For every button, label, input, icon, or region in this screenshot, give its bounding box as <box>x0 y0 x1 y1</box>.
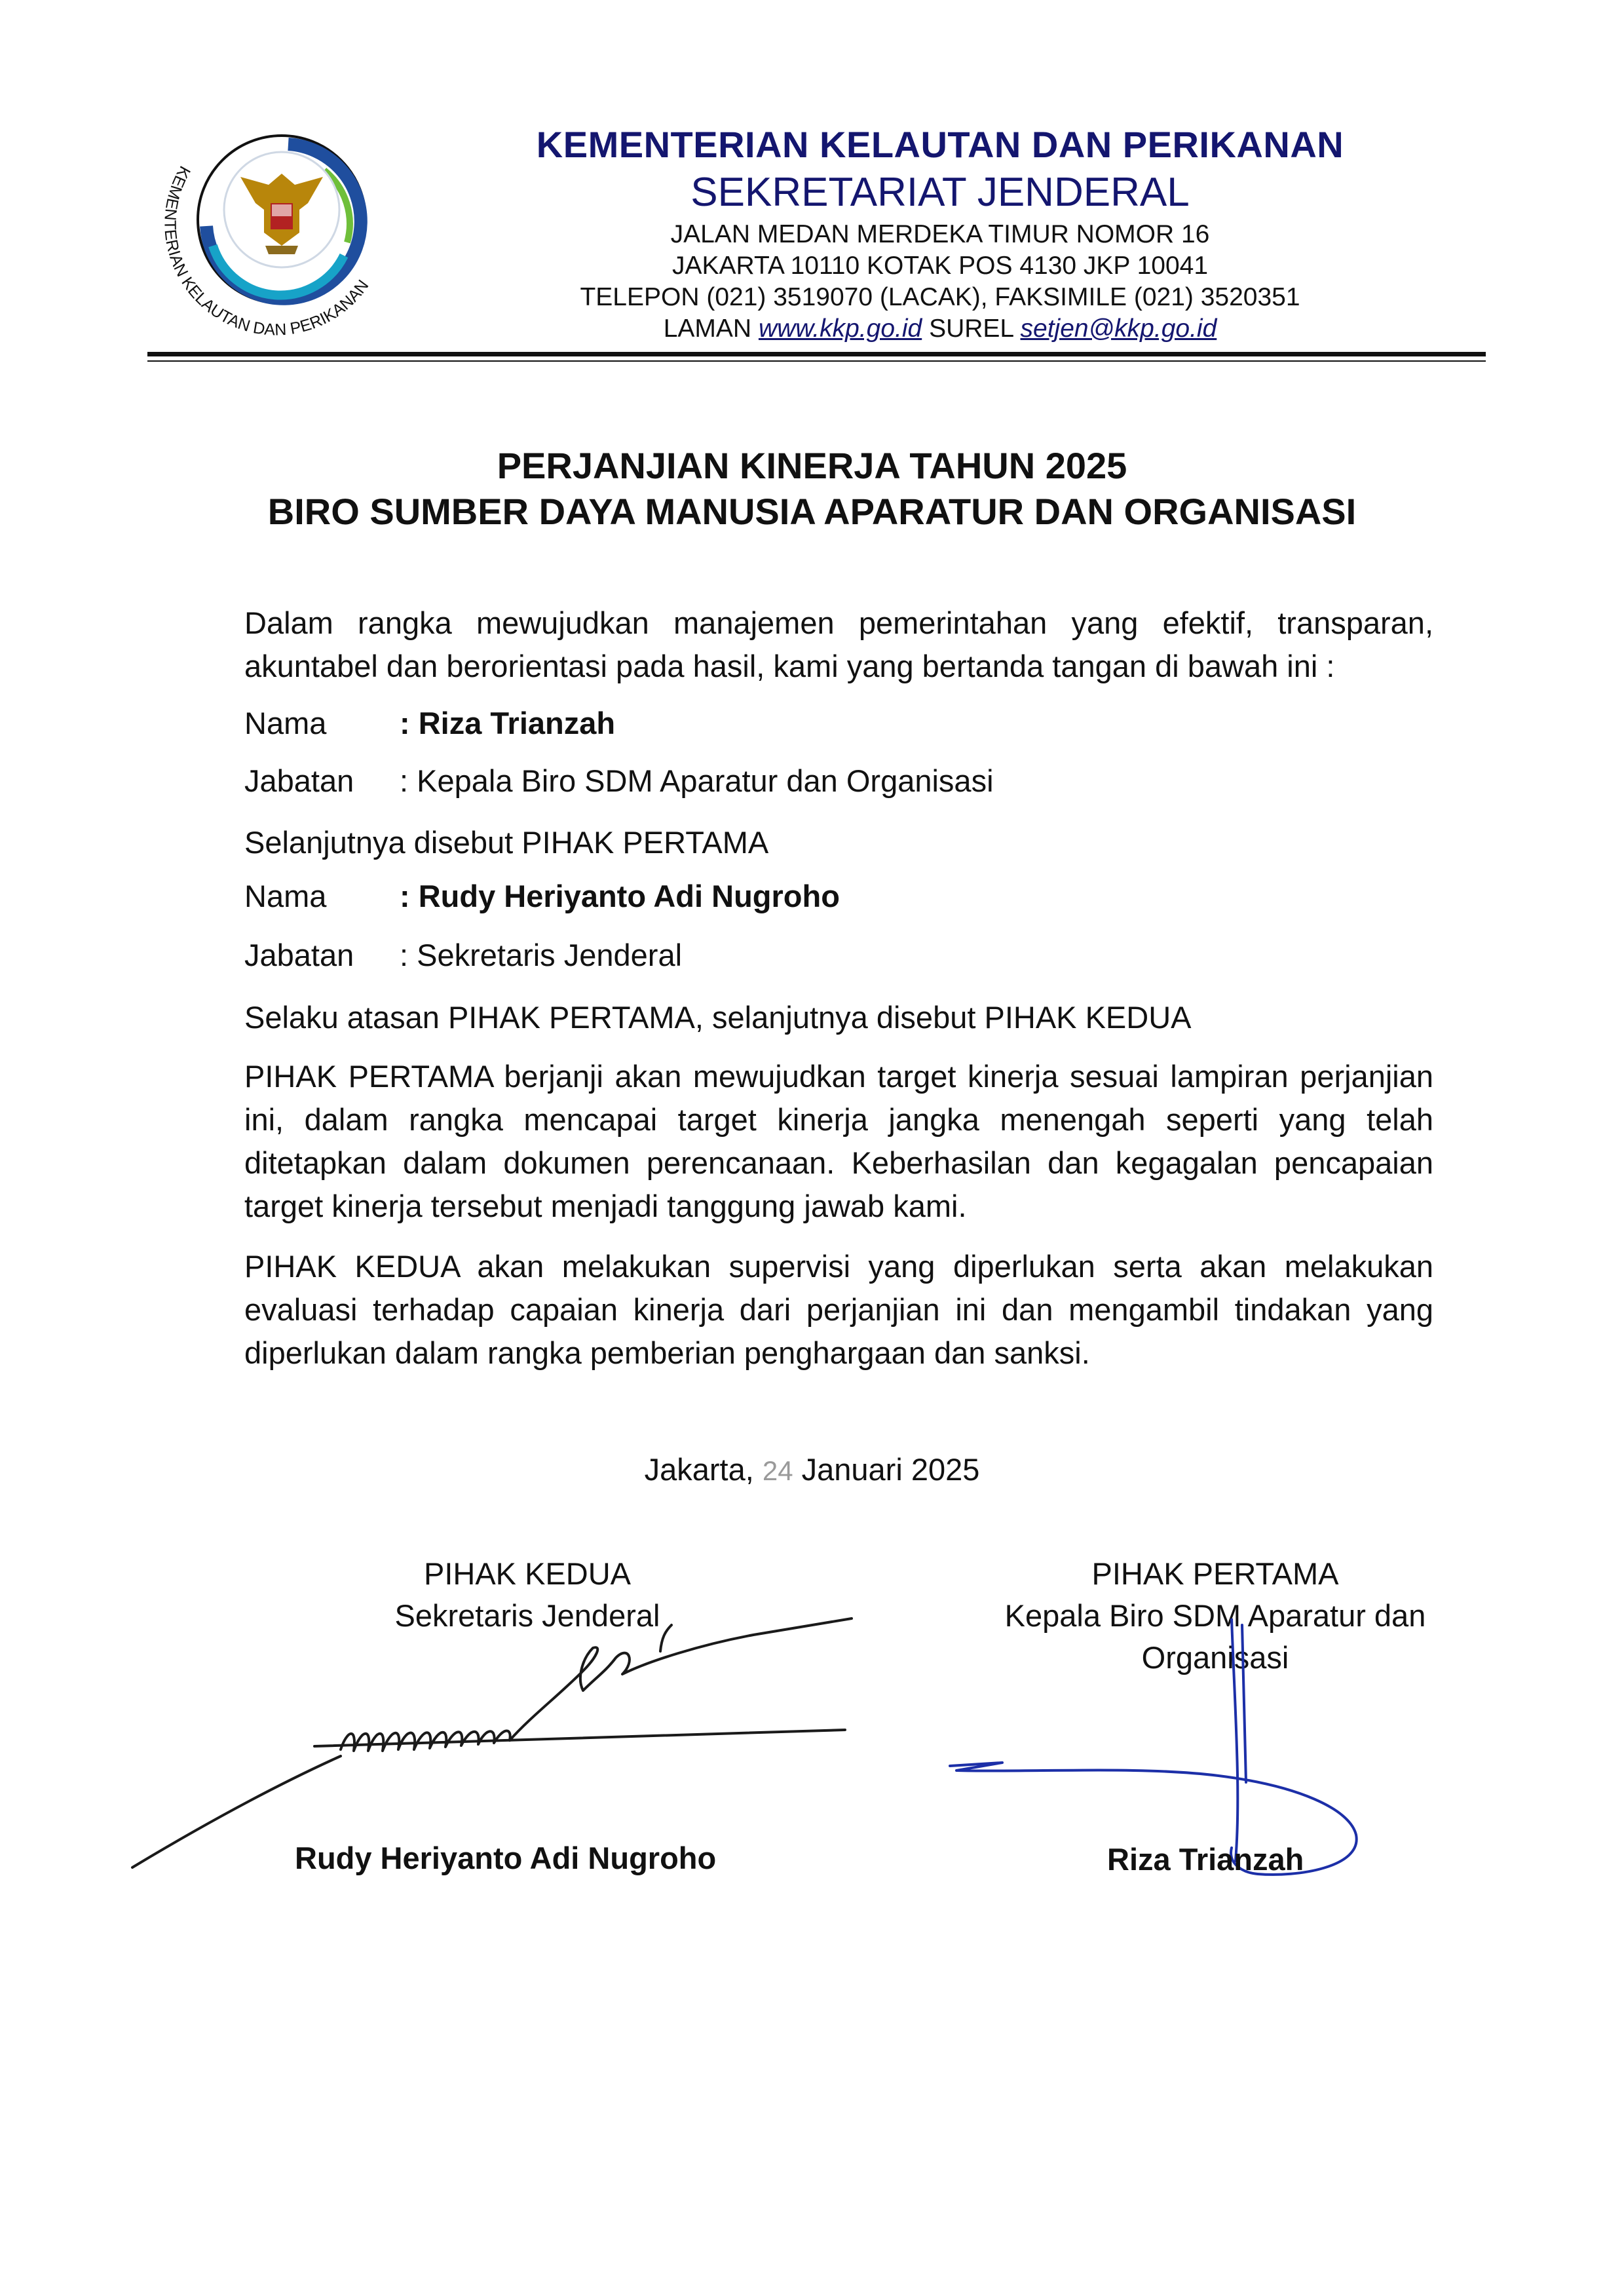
email-label: SUREL <box>929 315 1013 343</box>
right-signatory-role: PIHAK PERTAMA <box>1091 1556 1339 1591</box>
party1-position-value: : Kepala Biro SDM Aparatur dan Organisasi <box>400 763 994 798</box>
party2-name-label: Nama <box>244 879 327 913</box>
left-signatory-name: Rudy Heriyanto Adi Nugroho <box>295 1841 717 1875</box>
phone-line: TELEPON (021) 3519070 (LACAK), FAKSIMILE (021) 3520351 <box>580 283 1300 311</box>
party2-reference: Selaku atasan PIHAK PERTAMA, selanjutnya disebut PIHAK KEDUA <box>244 1000 1192 1035</box>
logo-ring-text: KEMENTERIAN KELAUTAN DAN PERIKANAN <box>161 163 373 339</box>
letterhead-divider <box>147 352 1486 356</box>
document-title: PERJANJIAN KINERJA TAHUN 2025 <box>497 445 1127 486</box>
unit-name: SEKRETARIAT JENDERAL <box>690 170 1190 215</box>
party2-name-value: : Rudy Heriyanto Adi Nugroho <box>400 879 840 913</box>
right-signatory-name: Riza Trianzah <box>1107 1842 1304 1877</box>
party1-position-label: Jabatan <box>244 763 354 798</box>
date-day: 24 <box>762 1455 793 1486</box>
email-link[interactable]: setjen@kkp.go.id <box>1020 315 1217 343</box>
website-link[interactable]: www.kkp.go.id <box>758 315 922 343</box>
signing-date <box>0 1451 1624 1487</box>
supervision-paragraph: PIHAK KEDUA akan melakukan supervisi yang diperlukan serta akan melakukan evaluasi terhadap capaian kinerja dari perjanjian ini dan mengambil tindakan yang diperlukan dalam rangka pemberian penghargaan dan sanksi. <box>244 1249 1433 1370</box>
document-subtitle: BIRO SUMBER DAYA MANUSIA APARATUR DAN ORGANISASI <box>267 491 1357 532</box>
intro-paragraph: Dalam rangka mewujudkan manajemen pemerintahan yang efektif, transparan, akuntabel dan berorientasi pada hasil, kami yang bertanda tangan di bawah ini : <box>244 605 1433 683</box>
website-label: LAMAN <box>663 315 752 343</box>
address-line-2: JAKARTA 10110 KOTAK POS 4130 JKP 10041 <box>671 252 1209 280</box>
letterhead-divider-thin <box>147 360 1486 362</box>
right-signatory-title-2: Organisasi <box>1141 1640 1289 1675</box>
party1-reference: Selanjutnya disebut PIHAK PERTAMA <box>244 825 769 860</box>
contact-line <box>498 315 1382 343</box>
party1-name-value: : Riza Trianzah <box>400 706 616 740</box>
right-signatory-title-1: Kepala Biro SDM Aparatur dan <box>1004 1598 1426 1633</box>
commitment-paragraph: PIHAK PERTAMA berjanji akan mewujudkan target kinerja sesuai lampiran perjanjian ini, dalam rangka mencapai target kinerja jangka menengah seperti yang telah ditetapkan dalam dokumen perencanaan. Keberhasilan dan kegagalan pencapaian target kinerja tersebut menjadi tanggung jawab kami. <box>244 1059 1433 1223</box>
ministry-logo <box>147 111 423 360</box>
party2-position-value: : Sekretaris Jenderal <box>400 938 683 972</box>
organization-name: KEMENTERIAN KELAUTAN DAN PERIKANAN <box>536 124 1344 165</box>
left-signatory-role: PIHAK KEDUA <box>423 1556 632 1591</box>
address-line-1: JALAN MEDAN MERDEKA TIMUR NOMOR 16 <box>670 220 1210 248</box>
date-city: Jakarta, <box>644 1452 754 1487</box>
left-signatory-title: Sekretaris Jenderal <box>394 1598 660 1633</box>
date-month-year: Januari 2025 <box>801 1452 980 1487</box>
party2-position-label: Jabatan <box>244 938 354 972</box>
party1-name-label: Nama <box>244 706 327 740</box>
